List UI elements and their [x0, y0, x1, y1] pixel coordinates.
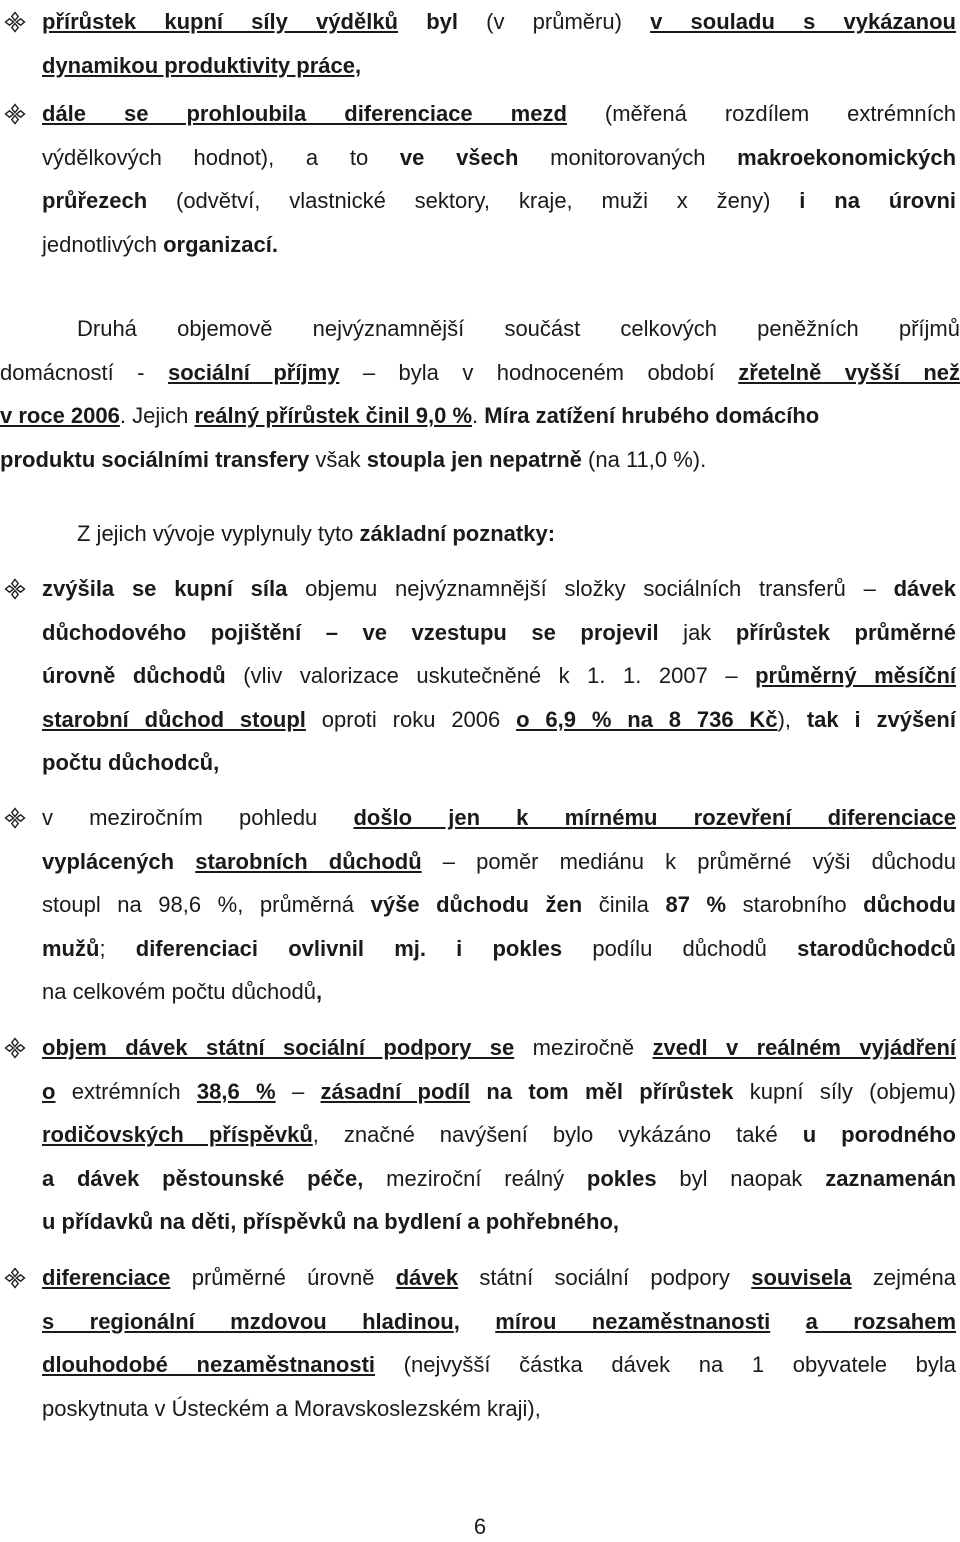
text-run: starobního [726, 892, 864, 918]
text-run: starobních důchodů [195, 848, 422, 874]
text-run: dávek [395, 1265, 459, 1290]
text-run: s regionální mzdovou hladinou [42, 1308, 454, 1334]
text-run: zásadní podíl [320, 1078, 471, 1104]
text-run: došlo jen k mírnému rozevření diferenciace [353, 805, 956, 830]
text-line [42, 1200, 956, 1244]
text-run: domácností - [0, 359, 168, 385]
text-run: dlouhodobé nezaměstnanosti [42, 1352, 376, 1378]
text-run: dynamikou produktivity práce, [42, 52, 362, 78]
text-line [42, 698, 956, 742]
text-run: diferenciaci ovlivnil mj. i pokles [135, 935, 563, 961]
text-line [42, 0, 956, 44]
text-run: starobní důchod stoupl [42, 706, 306, 732]
text-run: (odvětví, vlastnické sektory, kraje, muži x ženy) [147, 188, 800, 214]
bullet-item [42, 567, 956, 785]
four-diamond-bullet-icon [4, 103, 26, 125]
text-run: 38,6 % [196, 1078, 276, 1104]
text-run: státní sociální podpory [458, 1265, 752, 1290]
text-run: a dávek pěstounské péče, [42, 1165, 364, 1191]
text-run: výdělkových hodnot), a to [42, 144, 400, 170]
text-run: 87 % [665, 892, 727, 918]
text-run: průřezech [42, 188, 148, 214]
text-line [42, 44, 956, 88]
text-line [42, 1256, 956, 1300]
text-run: zřetelně vyšší než [738, 359, 960, 385]
four-diamond-bullet-icon [4, 1037, 26, 1059]
text-run: úrovně důchodů [42, 663, 226, 689]
text-run: Z jejich vývoje vyplynuly tyto [77, 521, 360, 546]
text-run: pokles [586, 1165, 657, 1191]
text-run: jak [658, 619, 736, 645]
text-run: o 6,9 % na 8 736 Kč [516, 706, 778, 732]
text-run: podílu důchodů [562, 935, 798, 961]
text-run: stoupl na 98,6 %, průměrná [42, 892, 371, 918]
text-run: základní poznatky: [359, 521, 556, 546]
text-line [42, 927, 956, 971]
text-run: (vliv valorizace uskutečněné k 1. 1. 2007 – [225, 663, 756, 689]
text-run: u přídavků na děti, příspěvků na bydlení a pohřebného, [42, 1209, 619, 1235]
text-line [42, 741, 956, 785]
text-run: i na úrovni [799, 188, 956, 214]
text-run: ; [99, 935, 136, 961]
text-run: přírůstek průměrné [735, 619, 956, 645]
text-run: důchodu [863, 892, 956, 918]
text-run: oproti roku 2006 [305, 706, 517, 732]
text-run: průměrný měsíční [755, 663, 956, 689]
text-run: meziroční reálný [363, 1165, 587, 1191]
text-run: objemu nejvýznamnější složky sociálních transferů – [287, 576, 894, 601]
four-diamond-bullet-icon [4, 11, 26, 33]
text-run: (v průměru) [457, 9, 651, 34]
text-run: průměrné úrovně [170, 1265, 396, 1290]
text-line [42, 1343, 956, 1387]
four-diamond-bullet-icon [4, 1267, 26, 1289]
text-run: . Jejich [119, 403, 195, 429]
text-run: souvisela [751, 1265, 852, 1290]
text-run: (nejvyšší částka dávek na 1 obyvatele byla [375, 1352, 956, 1378]
text-run: monitorovaných [518, 144, 738, 170]
text-run: však [309, 446, 367, 472]
text-run: kupní síly (objemu) [733, 1078, 956, 1104]
bullet-item [42, 0, 956, 87]
text-run: , [315, 979, 323, 1005]
bullet-item [42, 796, 956, 1014]
paragraph [0, 512, 960, 556]
text-run: a rozsahem [805, 1308, 956, 1334]
text-run: na tom měl přírůstek [486, 1078, 734, 1104]
text-run: produktu sociálními transfery [0, 446, 310, 472]
paragraph [0, 307, 960, 481]
text-run: přírůstek kupní síly výdělků [42, 9, 398, 34]
text-run: zaznamenán [825, 1165, 956, 1191]
text-run: – byla v hodnoceném období [339, 359, 739, 385]
text-run: organizací. [163, 231, 278, 257]
text-line [42, 970, 956, 1014]
text-line [42, 223, 956, 267]
text-run: v meziročním pohledu [42, 805, 354, 830]
text-run: výše důchodu žen [370, 892, 583, 918]
text-run: byl [426, 9, 458, 34]
text-line [42, 1026, 956, 1070]
text-run: byl naopak [656, 1165, 826, 1191]
text-run: na celkovém počtu důchodů [42, 979, 316, 1005]
text-run: objem dávek státní sociální podpory se [42, 1035, 515, 1060]
text-run: extrémních [55, 1078, 197, 1104]
text-run: starodůchodců [797, 935, 956, 961]
text-run: makroekonomických [737, 144, 956, 170]
text-run: , značné navýšení bylo vykázáno také [312, 1122, 803, 1148]
text-run: – [275, 1078, 321, 1104]
text-run: dávek [893, 576, 956, 601]
text-run: reálný přírůstek činil 9,0 % [194, 403, 473, 429]
text-line [42, 611, 956, 655]
page-number: 6 [473, 1514, 487, 1539]
text-run: stoupla jen nepatrně [366, 446, 582, 472]
text-run: činila [582, 892, 666, 918]
text-line [42, 840, 956, 884]
text-run: počtu důchodců, [42, 750, 220, 776]
text-run: poskytnuta v Ústeckém a Moravskoslezském kraji), [42, 1395, 541, 1421]
text-line [42, 1300, 956, 1344]
text-run: zejména [851, 1265, 956, 1290]
bullet-item [42, 1026, 956, 1244]
text-line [42, 796, 956, 840]
text-run: ve všech [399, 144, 519, 170]
text-run: zvýšila se kupní síla [42, 576, 288, 601]
four-diamond-bullet-icon [4, 807, 26, 829]
text-line [42, 654, 956, 698]
text-run: mírou nezaměstnanosti [495, 1308, 771, 1334]
text-line [42, 179, 956, 223]
text-line [0, 307, 960, 351]
text-run: rodičovských příspěvků [42, 1122, 313, 1148]
four-diamond-bullet-icon [4, 578, 26, 600]
text-run: (na 11,0 %). [581, 446, 707, 472]
text-line [42, 1113, 956, 1157]
text-run: tak i zvýšení [806, 706, 956, 732]
text-run: v souladu s vykázanou [650, 9, 956, 34]
text-line [42, 1070, 956, 1114]
text-run: dále se prohloubila diferenciace mezd [42, 101, 567, 126]
text-run: u porodného [802, 1122, 956, 1148]
text-run: důchodového pojištění – ve vzestupu se projevil [42, 619, 659, 645]
text-line [0, 438, 960, 482]
text-run [470, 1079, 486, 1104]
text-run: vyplácených [42, 848, 196, 874]
text-run: . [472, 403, 485, 429]
bullet-item [42, 92, 956, 266]
text-line [0, 351, 960, 395]
text-line [42, 136, 956, 180]
text-run: mužů [42, 935, 100, 961]
text-run: (měřená rozdílem extrémních [566, 101, 956, 126]
text-run: – poměr mediánu k průměrné výši důchodu [421, 848, 956, 874]
text-line [42, 1387, 956, 1431]
text-line [0, 512, 960, 556]
text-run [770, 1309, 805, 1334]
text-run: Míra zatížení hrubého domácího [484, 403, 820, 429]
text-line [42, 1157, 956, 1201]
text-line [42, 92, 956, 136]
text-run: v roce 2006 [0, 403, 120, 429]
text-run: , [453, 1308, 496, 1334]
text-run: jednotlivých [42, 231, 164, 257]
text-run: meziročně [514, 1035, 653, 1060]
text-run: ), [777, 706, 807, 732]
text-run: o [42, 1078, 56, 1104]
text-line [42, 567, 956, 611]
text-run: diferenciace [42, 1265, 171, 1290]
text-run [398, 9, 426, 34]
text-line [0, 394, 960, 438]
text-line [42, 883, 956, 927]
text-run: Druhá objemově nejvýznamnější součást celkových peněžních příjmů [77, 316, 960, 341]
text-run: sociální příjmy [167, 359, 340, 385]
text-run: zvedl v reálném vyjádření [652, 1035, 956, 1060]
bullet-item [42, 1256, 956, 1430]
